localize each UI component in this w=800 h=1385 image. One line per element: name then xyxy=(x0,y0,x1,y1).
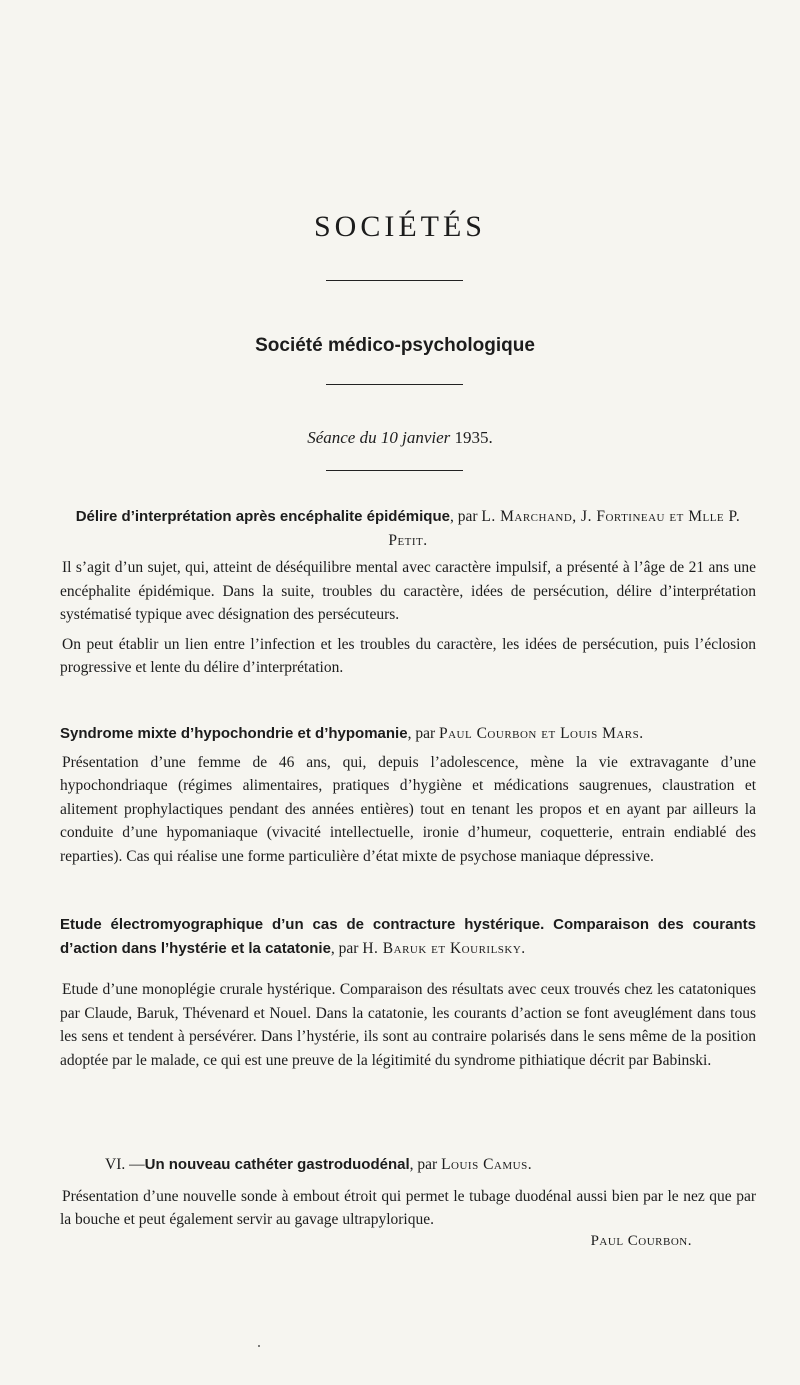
article-4-number: VI. — xyxy=(105,1156,145,1173)
article-1-heading xyxy=(60,505,756,552)
article-3-paragraph-1: Etude d’une monoplégie crurale hystérique. Comparaison des résultats avec ceux trouvés chez les catatoniques par Claude, Baruk, Thévenard et Nouel. Dans la catatonie, les courants d’action se font aveuglément dans tous les sens et tendent à persévérer. Dans l’hystérie, ils sont au contraire polarisés dans le sens même de la position adoptée par le malade, ce qui est une preuve de la légitimité du syndrome pithiatique décrit par Babinski. xyxy=(60,981,756,1069)
article-2-title: Syndrome mixte d’hypochondrie et d’hypomanie xyxy=(60,725,408,742)
article-2 xyxy=(60,722,756,868)
session-day: 10 janvier xyxy=(380,428,451,447)
page-title: SOCIÉTÉS xyxy=(313,210,486,243)
article-1-authors: L. Marchand, J. Fortineau et Mlle P. Petit. xyxy=(388,508,741,549)
article-3-by: , par xyxy=(330,939,363,957)
bleed-through-shadow xyxy=(0,100,800,128)
article-3-heading xyxy=(60,913,756,960)
session-prefix: Séance du xyxy=(307,428,381,447)
article-4-authors: Louis Camus. xyxy=(441,1156,533,1173)
article-1-paragraph-1: Il s’agit d’un sujet, qui, atteint de déséquilibre mental avec caractère impulsif, a présenté à l’âge de 21 ans une encéphalite épidémique. Dans la suite, troubles du caractère, idées de persécution, délire d’interprétation systématisé typique avec désignation des persécuteurs. xyxy=(60,559,756,623)
article-1-title: Délire d’interprétation après encéphalite épidémique xyxy=(75,508,450,525)
article-2-by: , par xyxy=(407,725,439,742)
society-title: Société médico-psychologique xyxy=(255,335,535,356)
article-4 xyxy=(60,1153,756,1232)
article-4-heading xyxy=(60,1153,756,1177)
divider-bottom xyxy=(326,470,463,471)
article-3-title: Etude électromyographique d’un cas de contracture hystérique. Comparaison des courants d’action dans l’hystérie et la catatonie xyxy=(60,916,756,957)
signature: Paul Courbon. xyxy=(590,1233,692,1249)
article-2-paragraph-1: Présentation d’une femme de 46 ans, qui, depuis l’adolescence, mène la vie extravagante d’une hypochondriaque (régimes alimentaires, pratiques d’hygiène et médications saugrenues, claustration et alitement prophylactiques pendant des années entières) tout en tenant les propos et en ayant par ailleurs la conduite d’une hypomaniaque (vivacité intellectuelle, ironie d’humeur, coquetterie, entrain endiablé des reparties). Cas qui réalise une forme particulière d’état mixte de psychose maniaque dépressive. xyxy=(60,753,756,865)
article-3-authors: H. Baruk et Kourilsky. xyxy=(362,939,526,957)
article-2-authors: Paul Courbon et Louis Mars. xyxy=(438,725,644,742)
article-4-paragraph-1: Présentation d’une nouvelle sonde à embout étroit qui permet le tubage duodénal aussi bien par le nez que par la bouche et peut également servir au gavage ultrapylorique. xyxy=(60,1187,756,1228)
article-4-by: , par xyxy=(409,1156,442,1173)
session-date xyxy=(0,428,800,448)
article-2-heading xyxy=(60,722,756,746)
article-3 xyxy=(60,913,756,1072)
article-1 xyxy=(60,505,756,680)
article-4-title: Un nouveau cathéter gastroduodénal xyxy=(144,1156,410,1173)
divider-top xyxy=(326,280,463,281)
print-speck xyxy=(258,1345,260,1347)
article-1-by: , par xyxy=(449,508,482,525)
session-year: 1935. xyxy=(450,428,493,447)
divider-middle xyxy=(326,384,463,385)
article-1-paragraph-2: On peut établir un lien entre l’infection et les troubles du caractère, les idées de persécution, puis l’éclosion progressive et lente du délire d’interprétation. xyxy=(60,635,756,676)
